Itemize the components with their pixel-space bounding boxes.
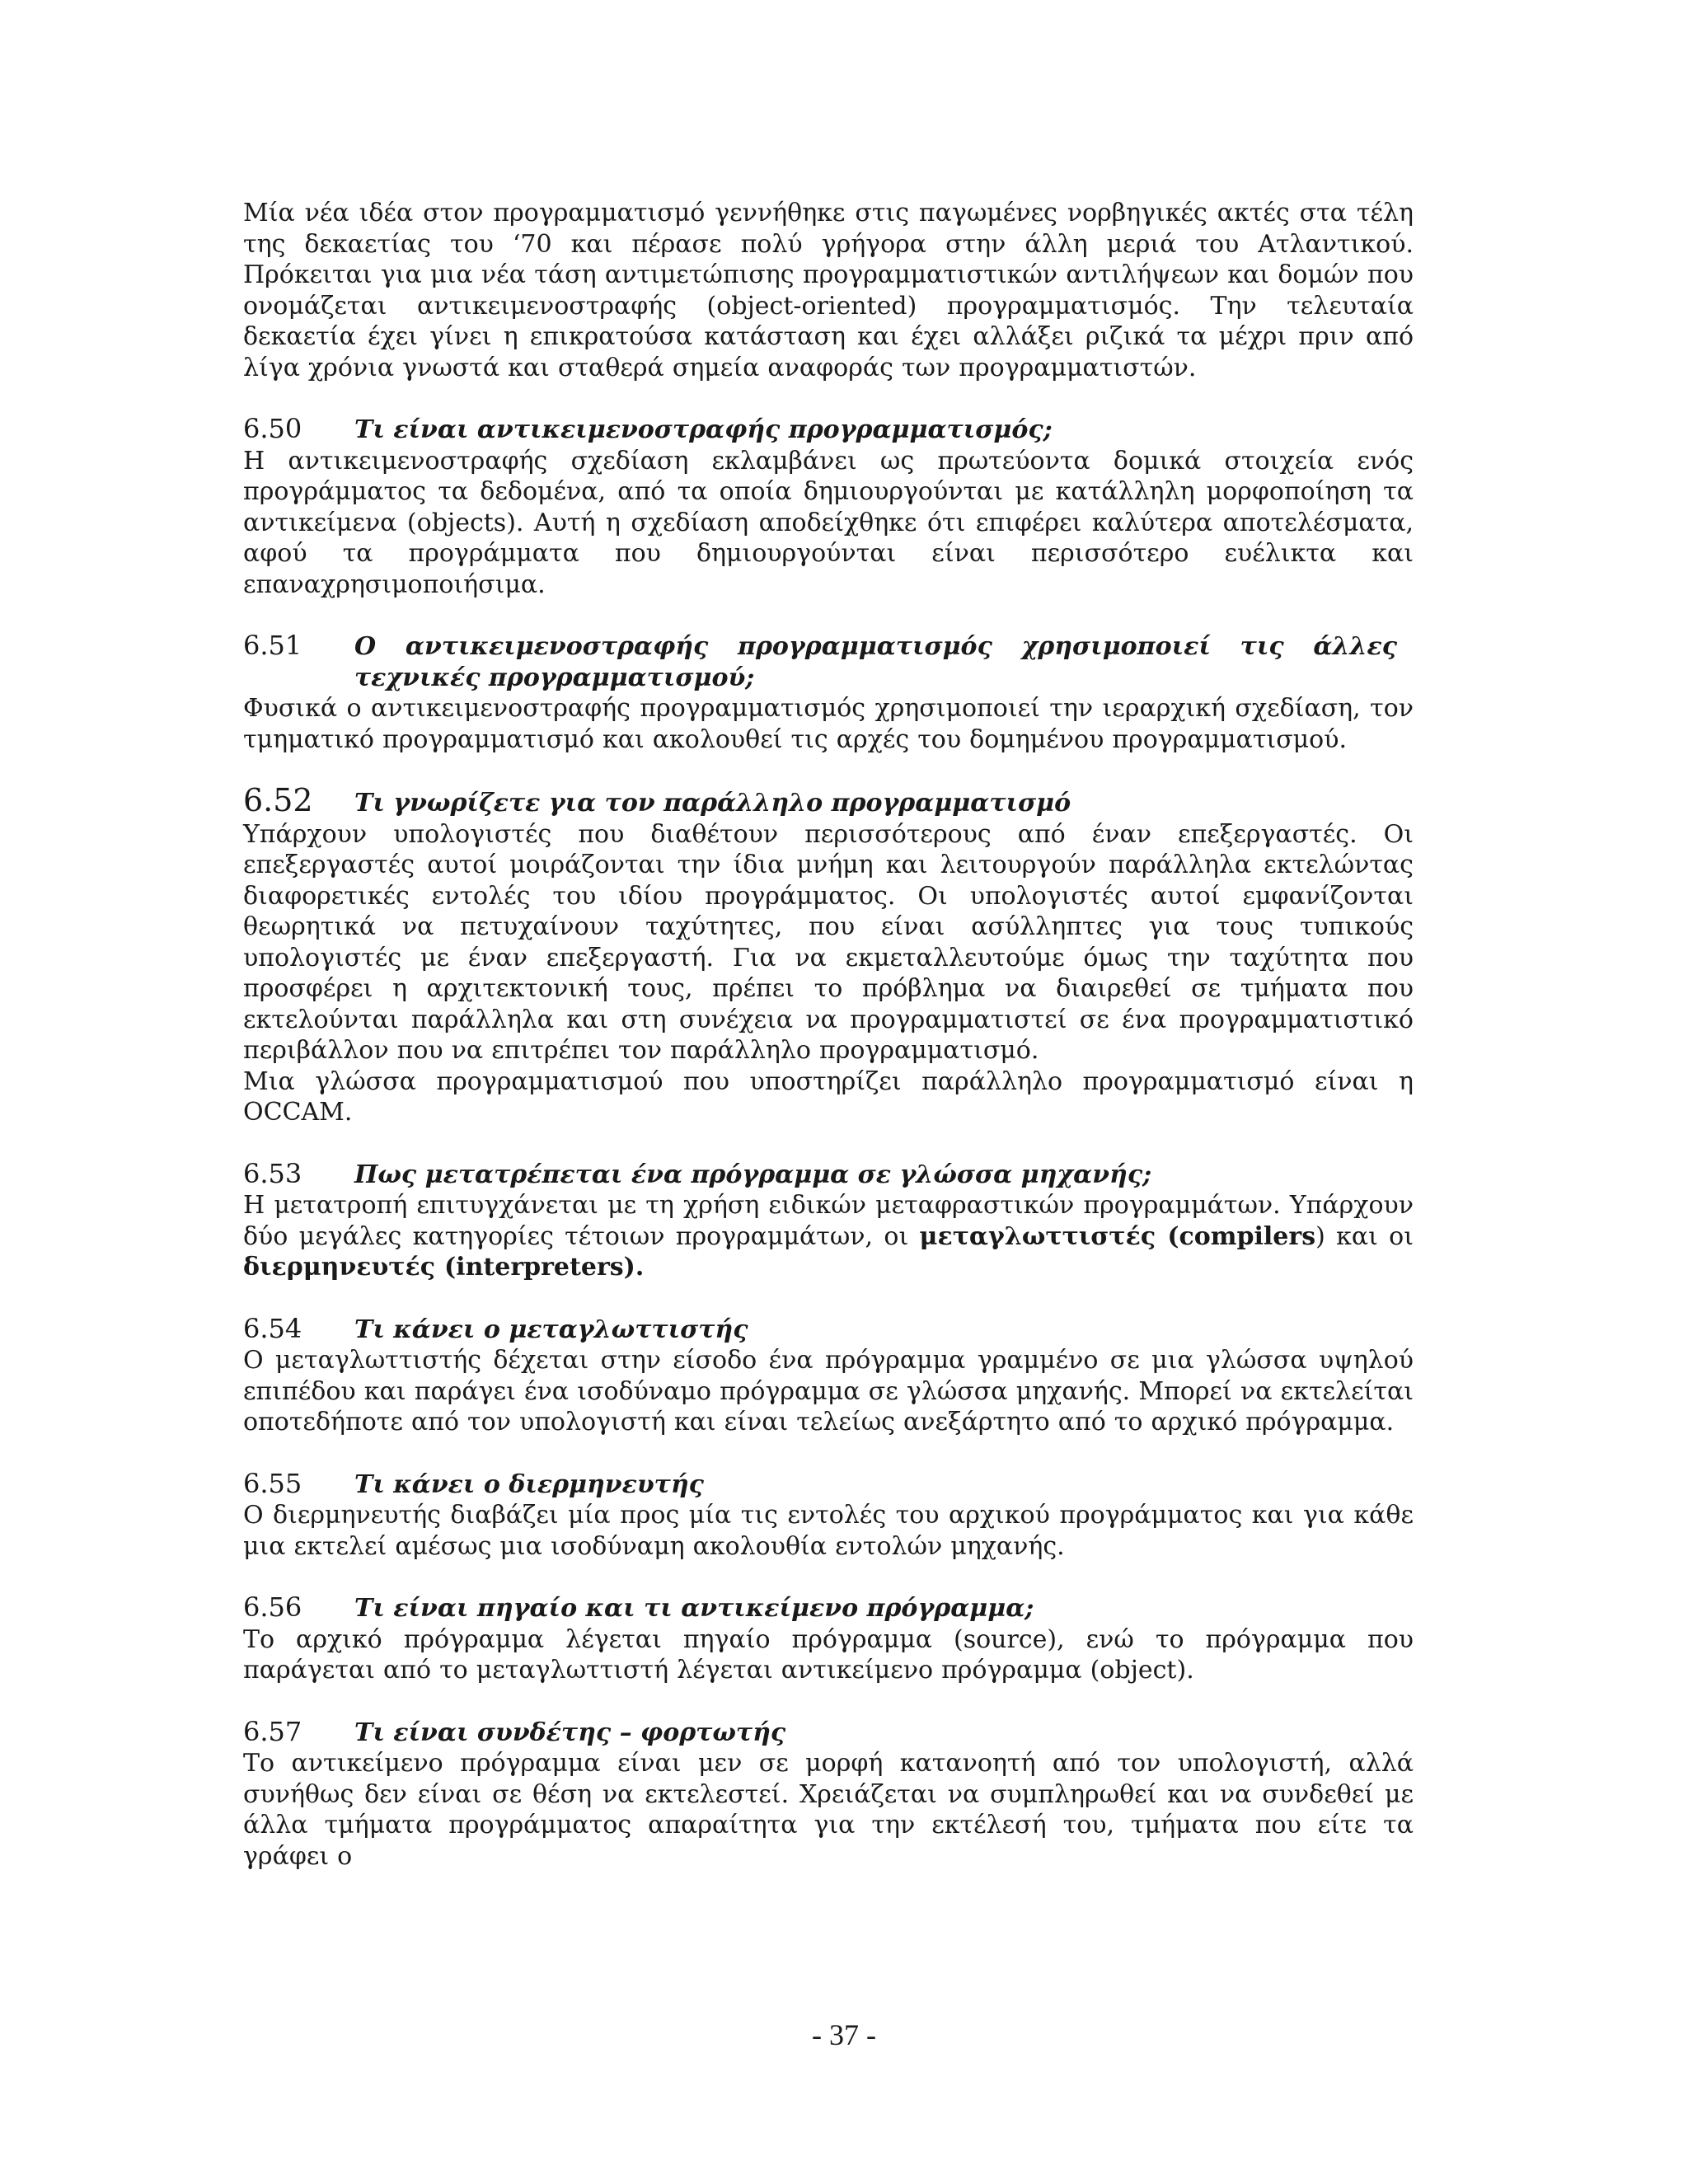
section-body-second: Μια γλώσσα προγραμματισμού που υποστηρίζει παράλληλο προγραμματισμό είναι η OCCAM. — [243, 1066, 1414, 1127]
page-number: - 37 - — [812, 2018, 876, 2051]
section-heading — [243, 414, 1414, 446]
section-number: 6.50 — [243, 413, 302, 444]
section-title: Τι κάνει ο μεταγλωττιστής — [354, 1315, 748, 1344]
section-number: 6.53 — [243, 1157, 302, 1189]
section-heading — [243, 1717, 1414, 1749]
section-body — [243, 1190, 1414, 1283]
section-6-56 — [243, 1592, 1414, 1686]
section-body: Το αρχικό πρόγραμμα λέγεται πηγαίο πρόγραμμα (source), ενώ το πρόγραμμα που παράγεται από το μεταγλωττιστή λέγεται αντικείμενο πρόγραμμα (object). — [243, 1624, 1414, 1685]
section-title: Ο αντικειμενοστραφής προγραμματισμός χρησιμοποιεί τις άλλες τεχνικές προγραμματισμού; — [354, 632, 1397, 692]
section-6-53 — [243, 1159, 1414, 1283]
section-number: 6.52 — [243, 782, 313, 818]
term-interpreters: διερμηνευτές (interpreters). — [243, 1253, 645, 1282]
section-number: 6.54 — [243, 1312, 302, 1344]
section-body: Ο διερμηνευτής διαβάζει μία προς μία τις εντολές του αρχικού προγράμματος και για κάθε μια εκτελεί αμέσως μια ισοδύναμη ακολουθία εντολών μηχανής. — [243, 1501, 1414, 1561]
section-number: 6.56 — [243, 1591, 302, 1623]
body-text: ) και οι — [1315, 1221, 1414, 1251]
section-title: Πως μετατρέπεται ένα πρόγραμμα σε γλώσσα μηχανής; — [354, 1160, 1152, 1189]
section-title: Τι είναι πηγαίο και τι αντικείμενο πρόγραμμα; — [354, 1594, 1034, 1623]
section-body: Φυσικά ο αντικειμενοστραφής προγραμματισμός χρησιμοποιεί την ιεραρχική σχεδίαση, τον τμηματικό προγραμματισμό και ακολουθεί τις αρχές του δομημένου προγραμματισμού. — [243, 694, 1414, 754]
section-heading — [243, 630, 1414, 693]
section-6-54 — [243, 1314, 1414, 1438]
term-compilers: μεταγλωττιστές (compilers — [919, 1221, 1316, 1251]
section-heading — [243, 1592, 1414, 1624]
section-6-51 — [243, 630, 1414, 755]
section-6-55 — [243, 1469, 1414, 1563]
body-text: Η μετατροπή επιτυγχάνεται με τη χρήση ειδικών μεταφραστικών προγραμμάτων. Υπάρχουν δύο μεγάλες κατηγορίες τέτοιων προγραμμάτων, οι — [243, 1191, 1414, 1251]
section-body: Ο μεταγλωττιστής δέχεται στην είσοδο ένα πρόγραμμα γραμμένο σε μια γλώσσα υψηλού επιπέδου και παράγει ένα ισοδύναμο πρόγραμμα σε γλώσσα μηχανής. Μπορεί να εκτελείται οποτεδήποτε από τον υπολογιστή και είναι τελείως ανεξάρτητο από το αρχικό πρόγραμμα. — [243, 1346, 1414, 1436]
section-number: 6.57 — [243, 1715, 302, 1747]
section-heading — [243, 1314, 1414, 1346]
section-heading — [243, 1469, 1414, 1501]
intro-paragraph: Μία νέα ιδέα στον προγραμματισμό γεννήθηκε στις παγωμένες νορβηγικές ακτές στα τέλη της δεκαετίας του ‘70 και πέρασε πολύ γρήγορα στην άλλη μεριά του Ατλαντικού. Πρόκειται για μια νέα τάση αντιμετώπισης προγραμματιστικών αντιλήψεων και δομών που ονομάζεται αντικειμενοστραφής (object-oriented) προγραμματισμός. Την τελευταία δεκαετία έχει γίνει η επικρατούσα κατάσταση και έχει αλλάξει ριζικά τα μέχρι πριν από λίγα χρόνια γνωστά και σταθερά σημεία αναφοράς των προγραμματιστών. — [243, 199, 1414, 382]
section-body: Υπάρχουν υπολογιστές που διαθέτουν περισσότερους από έναν επεξεργαστές. Οι επεξεργαστές αυτοί μοιράζονται την ίδια μνήμη και λειτουργούν παράλληλα εκτελώντας διαφορετικές εντολές του ιδίου προγράμματος. Οι υπολογιστές αυτοί εμφανίζονται θεωρητικά να πετυχαίνουν ταχύτητες, που είναι ασύλληπτες για τους τυπικούς υπολογιστές με έναν επεξεργαστή. Για να εκμεταλλευτούμε όμως την ταχύτητα που προσφέρει η αρχιτεκτονική τους, πρέπει το πρόβλημα να διαιρεθεί σε τμήματα που εκτελούνται παράλληλα και στη συνέχεια να προγραμματιστεί σε ένα προγραμματιστικό περιβάλλον που να επιτρέπει τον παράλληλο προγραμματισμό. — [243, 819, 1414, 1065]
section-title: Τι κάνει ο διερμηνευτής — [354, 1469, 704, 1499]
section-number: 6.55 — [243, 1467, 302, 1499]
section-title: Τι γνωρίζετε για τον παράλληλο προγραμματισμό — [354, 789, 1071, 818]
page-content — [243, 198, 1414, 1872]
section-body: Η αντικειμενοστραφής σχεδίαση εκλαμβάνει ως πρωτεύοντα δομικά στοιχεία ενός προγράμματος τα δεδομένα, από τα οποία δημιουργούνται με κατάλληλη μορφοποίηση τα αντικείμενα (objects). Αυτή η σχεδίαση αποδείχθηκε ότι επιφέρει καλύτερα αποτελέσματα, αφού τα προγράμματα που δημιουργούνται είναι περισσότερο ευέλικτα και επαναχρησιμοποιήσιμα. — [243, 446, 1414, 599]
section-title: Τι είναι συνδέτης – φορτωτής — [354, 1718, 786, 1747]
section-6-52 — [243, 782, 1414, 1128]
section-6-50 — [243, 414, 1414, 600]
section-heading — [243, 1159, 1414, 1191]
section-6-57 — [243, 1717, 1414, 1872]
section-body: Το αντικείμενο πρόγραμμα είναι μεν σε μορφή κατανοητή από τον υπολογιστή, αλλά συνήθως δεν είναι σε θέση να εκτελεστεί. Χρειάζεται να συμπληρωθεί και να συνδεθεί με άλλα τμήματα προγράμματος απαραίτητα για την εκτέλεσή του, τμήματα που είτε τα γράφει ο — [243, 1749, 1414, 1871]
section-heading — [243, 782, 1414, 819]
section-title: Τι είναι αντικειμενοστραφής προγραμματισμός; — [354, 415, 1053, 444]
section-number: 6.51 — [243, 630, 302, 661]
